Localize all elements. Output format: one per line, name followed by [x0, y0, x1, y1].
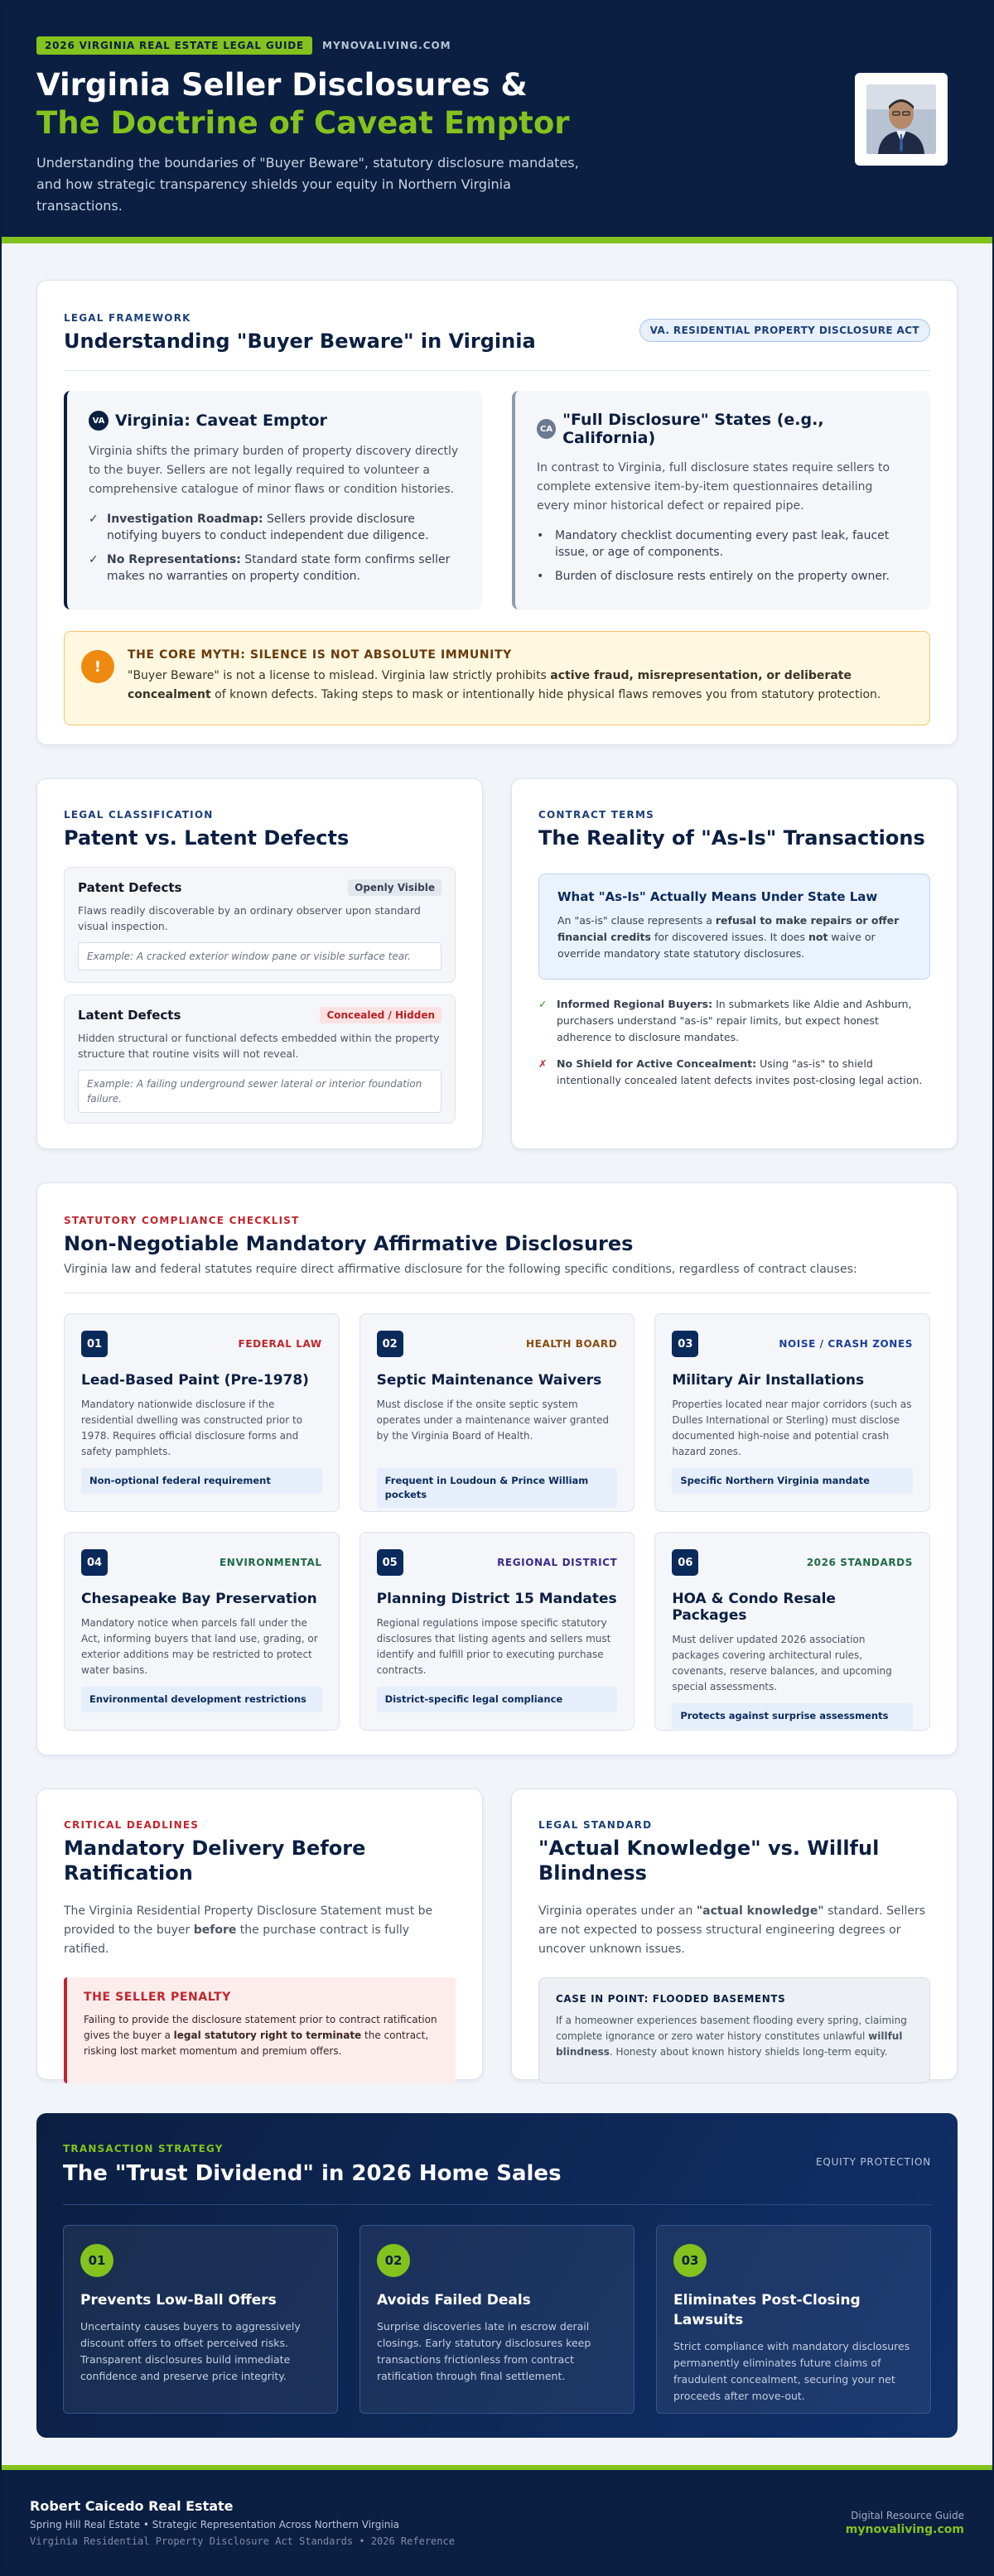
- hero-tags: [36, 36, 958, 55]
- status-badge: Concealed / Hidden: [320, 1007, 442, 1023]
- california-title-text: "Full Disclosure" States (e.g., California): [562, 411, 824, 447]
- card-number-badge: 06: [672, 1549, 698, 1576]
- card-number-badge: 01: [81, 1331, 108, 1357]
- legal-framework-section: [36, 280, 958, 745]
- strategy-card: [656, 2225, 931, 2414]
- card-title: Planning District 15 Mandates: [376, 1591, 617, 1607]
- footer-right: [846, 2510, 964, 2536]
- callout-title: THE CORE MYTH: SILENCE IS NOT ABSOLUTE IMMUNITY: [128, 648, 512, 662]
- knowledge-card: [511, 1789, 958, 2080]
- penalty-body: Failing to provide the disclosure statement prior to contract ratification gives the buyer a legal statutory right to terminate the contract, risking lost market momentum and premium offers.: [84, 2014, 437, 2057]
- card-footer-note: Frequent in Loudoun & Prince William pockets: [377, 1468, 618, 1508]
- act-pill: VA. RESIDENTIAL PROPERTY DISCLOSURE ACT: [639, 319, 930, 342]
- penalty-title: THE SELLER PENALTY: [84, 1991, 231, 2004]
- cross-icon: ✗: [538, 1057, 548, 1070]
- strategy-card: [359, 2225, 635, 2414]
- card-body: Mandatory notice when parcels fall under the Act, informing buyers that land use, grading, or exterior additions may be restricted to protect water basins.: [81, 1617, 318, 1676]
- list-item: ✓ Informed Regional Buyers: In submarkets like Aldie and Ashburn, purchasers understand "as-is" repair limits, but expect honest adherence to disclosure mandates.: [538, 996, 930, 1046]
- card-title: Lead-Based Paint (Pre-1978): [81, 1372, 309, 1389]
- disclosure-card: [64, 1532, 340, 1731]
- section-title: The Reality of "As-Is" Transactions: [538, 826, 925, 850]
- divider: [63, 2204, 931, 2205]
- site-link[interactable]: MYNOVALIVING.COM: [322, 40, 451, 51]
- deadlines-and-knowledge-row: [36, 1789, 958, 2080]
- disclosure-grid: [64, 1313, 930, 1731]
- strategy-section: [36, 2113, 958, 2438]
- card-body: Must disclose if the onsite septic system operates under a maintenance waiver granted by the Virginia Board of Health.: [376, 1399, 609, 1442]
- agent-portrait: [855, 73, 948, 166]
- card-footer-note: Non-optional federal requirement: [81, 1468, 322, 1494]
- comparison-columns: [64, 391, 930, 609]
- card-footer-note: Specific Northern Virginia mandate: [672, 1468, 913, 1494]
- section-eyebrow: TRANSACTION STRATEGY: [63, 2143, 224, 2155]
- card-footer-note: District-specific legal compliance: [377, 1687, 618, 1712]
- item-text: Sellers provide disclosure notifying buyers to conduct independent due diligence.: [107, 513, 429, 542]
- bullet-icon: •: [537, 570, 544, 583]
- card-title: Military Air Installations: [672, 1372, 865, 1389]
- asis-list: [538, 996, 930, 1089]
- card-number-badge: 03: [672, 1331, 698, 1357]
- card-title: Chesapeake Bay Preservation: [81, 1591, 317, 1607]
- section-title: Patent vs. Latent Defects: [64, 826, 350, 850]
- status-badge: Openly Visible: [348, 879, 442, 896]
- section-title: Non-Negotiable Mandatory Affirmative Disclosures: [64, 1232, 634, 1255]
- category-tag: HEALTH BOARD: [526, 1338, 618, 1350]
- card-number-badge: 05: [377, 1549, 403, 1576]
- defect-desc: Hidden structural or functional defects embedded within the property structure that routine visits will not reveal.: [78, 1032, 440, 1060]
- disclosure-card: [359, 1532, 635, 1731]
- virginia-title-text: Virginia: Caveat Emptor: [115, 412, 327, 430]
- category-tag: NOISE / CRASH ZONES: [779, 1338, 913, 1350]
- footer-reference: Virginia Residential Property Disclosure Act Standards • 2026 Reference: [30, 2535, 455, 2547]
- list-item: [537, 568, 909, 585]
- defect-name: Latent Defects: [78, 1008, 181, 1023]
- card-body: Regional regulations impose specific statutory disclosures that listing agents and sellers must identify and fulfill prior to executing purchase contracts.: [376, 1617, 611, 1676]
- page-footer: [2, 2465, 992, 2574]
- main-content: [2, 243, 992, 2438]
- core-myth-callout: [64, 631, 930, 725]
- strategy-title: Eliminates Post-Closing Lawsuits: [673, 2292, 861, 2328]
- strategy-card: [63, 2225, 338, 2414]
- knowledge-body: Virginia operates under an "actual knowledge" standard. Sellers are not expected to possess structural engineering degrees or uncover unknown issues.: [538, 1904, 926, 1956]
- va-badge-icon: VA: [89, 411, 109, 431]
- virginia-body: Virginia shifts the primary burden of property discovery directly to the buyer. Sellers are not legally required to volunteer a comprehensive catalogue of minor flaws or condition histories.: [89, 445, 459, 496]
- section-eyebrow: LEGAL FRAMEWORK: [64, 312, 191, 324]
- deadlines-body: The Virginia Residential Property Disclosure Statement must be provided to the buyer before the purchase contract is fully ratified.: [64, 1904, 433, 1956]
- section-subtitle: Virginia law and federal statutes require direct affirmative disclosure for the following specific conditions, regardless of contract clauses:: [64, 1263, 857, 1276]
- hero-header: [2, 2, 992, 243]
- title-line-1: Virginia Seller Disclosures &: [36, 67, 528, 103]
- category-tag: FEDERAL LAW: [238, 1338, 322, 1350]
- california-body: In contrast to Virginia, full disclosure states require sellers to complete extensive item-by-item questionnaires detailing every minor historical defect or repaired pipe.: [537, 461, 890, 513]
- card-body: Properties located near major corridors (such as Dulles International or Sterling) must disclose documented high-noise and potential crash hazard zones.: [672, 1399, 912, 1457]
- latent-defect-box: [64, 994, 456, 1124]
- disclosure-card: [359, 1313, 635, 1512]
- case-in-point-box: [538, 1977, 930, 2083]
- item-bold: No Representations:: [107, 553, 241, 566]
- footer-subtitle: Spring Hill Real Estate • Strategic Representation Across Northern Virginia: [30, 2519, 400, 2530]
- list-item: [537, 527, 909, 561]
- card-footer-note: Protects against surprise assessments: [672, 1703, 913, 1729]
- portrait-photo: [866, 84, 936, 154]
- california-column: [512, 391, 930, 609]
- defects-and-asis-row: [36, 778, 958, 1149]
- asis-card: [511, 778, 958, 1149]
- disclosure-card: [654, 1532, 930, 1731]
- case-body: If a homeowner experiences basement flooding every spring, claiming complete ignorance or zero water history constitutes unlawful willful blindness. Honesty about known history shields long-term equity.: [556, 2015, 907, 2058]
- section-eyebrow: LEGAL CLASSIFICATION: [64, 809, 214, 821]
- virginia-column: [64, 391, 482, 609]
- list-item: [89, 511, 461, 544]
- item-text: Mandatory checklist documenting every past leak, faucet issue, or age of components.: [555, 529, 890, 559]
- list-item: ✗ No Shield for Active Concealment: Using "as-is" to shield intentionally concealed latent defects invites post-closing legal action.: [538, 1056, 930, 1089]
- footer-brand-name: Robert Caicedo Real Estate: [30, 2498, 234, 2514]
- seller-penalty-box: [64, 1977, 456, 2083]
- asis-box-body: An "as-is" clause represents a refusal to make repairs or offer financial credits for discovered issues. It does not waive or override mandatory state statutory disclosures.: [557, 914, 900, 960]
- california-list: [537, 527, 909, 585]
- check-icon: ✓: [89, 553, 99, 566]
- title-line-2: The Doctrine of Caveat Emptor: [36, 105, 570, 141]
- strategy-body: Uncertainty causes buyers to aggressively discount offers to offset perceived risks. Transparent disclosures build immediate confidence and preserve price integrity.: [80, 2320, 301, 2382]
- strategy-body: Strict compliance with mandatory disclosures permanently eliminates future claims of fraudulent concealment, securing your net proceeds after move-out.: [673, 2340, 910, 2402]
- virginia-title: [89, 411, 461, 431]
- list-item: [89, 551, 461, 585]
- footer-resource-label: Digital Resource Guide: [851, 2510, 964, 2521]
- strategy-cards: [63, 2225, 931, 2414]
- asis-box-title: What "As-Is" Actually Means Under State Law: [557, 889, 878, 904]
- case-title: CASE IN POINT: FLOODED BASEMENTS: [556, 1993, 786, 2005]
- card-body: Mandatory nationwide disclosure if the residential dwelling was constructed prior to 1978. Requires official disclosure forms and safety pamphlets.: [81, 1399, 303, 1457]
- example-box: Example: A failing underground sewer lateral or interior foundation failure.: [78, 1070, 442, 1113]
- asis-definition-box: [538, 874, 930, 980]
- check-icon: ✓: [89, 513, 99, 526]
- disclosure-card: [654, 1313, 930, 1512]
- item-text: Standard state form confirms seller makes no warranties on property condition.: [107, 553, 451, 583]
- card-title: HOA & Condo Resale Packages: [672, 1591, 836, 1624]
- warning-icon: !: [81, 650, 114, 683]
- equity-protection-tag: EQUITY PROTECTION: [815, 2156, 931, 2168]
- mandatory-disclosures-section: [36, 1182, 958, 1755]
- card-body: Must deliver updated 2026 association packages covering architectural rules, covenants, reserve balances, and upcoming special assessments.: [672, 1634, 892, 1692]
- card-number-badge: 04: [81, 1549, 108, 1576]
- check-icon: ✓: [538, 998, 548, 1010]
- defects-card: [36, 778, 483, 1149]
- section-title: "Actual Knowledge" vs. Willful Blindness: [538, 1837, 880, 1885]
- section-eyebrow: STATUTORY COMPLIANCE CHECKLIST: [64, 1215, 300, 1226]
- card-title: Septic Maintenance Waivers: [376, 1372, 602, 1389]
- category-tag: REGIONAL DISTRICT: [497, 1557, 618, 1568]
- strategy-title: Prevents Low-Ball Offers: [80, 2292, 277, 2309]
- callout-body: "Buyer Beware" is not a license to mislead. Virginia law strictly prohibits active fraud, misrepresentation, or deliberate concealment of known defects. Taking steps to mask or intentionally hide physical flaws removes you from statutory protection.: [128, 669, 881, 701]
- strategy-title: Avoids Failed Deals: [377, 2292, 531, 2309]
- page-title: [36, 66, 958, 142]
- step-number-badge: 03: [673, 2244, 707, 2277]
- section-title: Mandatory Delivery Before Ratification: [64, 1837, 366, 1885]
- hero-subtitle: Understanding the boundaries of "Buyer Beware", statutory disclosure mandates, and how strategic transparency shields your equity in Northern Virginia transactions.: [36, 155, 579, 214]
- ca-badge-icon: CA: [537, 419, 556, 439]
- example-box: Example: A cracked exterior window pane or visible surface tear.: [78, 942, 442, 970]
- patent-defect-box: [64, 867, 456, 983]
- strategy-body: Surprise discoveries late in escrow derail closings. Early statutory disclosures keep transactions frictionless from contract ratification through final settlement.: [377, 2320, 591, 2382]
- california-title: [537, 411, 909, 447]
- virginia-list: [89, 511, 461, 585]
- bullet-icon: •: [537, 529, 544, 542]
- section-eyebrow: CONTRACT TERMS: [538, 809, 654, 821]
- section-title: The "Trust Dividend" in 2026 Home Sales: [63, 2161, 562, 2186]
- defect-desc: Flaws readily discoverable by an ordinary observer upon standard visual inspection.: [78, 904, 421, 932]
- category-tag: 2026 STANDARDS: [806, 1557, 913, 1568]
- disclosure-card: [64, 1313, 340, 1512]
- card-number-badge: 02: [377, 1331, 403, 1357]
- footer-site-link[interactable]: mynovaliving.com: [845, 2523, 964, 2536]
- item-bold: Investigation Roadmap:: [107, 513, 263, 526]
- section-eyebrow: LEGAL STANDARD: [538, 1819, 653, 1831]
- section-title: Understanding "Buyer Beware" in Virginia: [64, 330, 536, 353]
- category-tag: ENVIRONMENTAL: [220, 1557, 322, 1568]
- step-number-badge: 01: [80, 2244, 113, 2277]
- divider: [64, 370, 930, 371]
- guide-tag: 2026 VIRGINIA REAL ESTATE LEGAL GUIDE: [36, 36, 312, 55]
- card-footer-note: Environmental development restrictions: [81, 1687, 322, 1712]
- section-eyebrow: CRITICAL DEADLINES: [64, 1819, 200, 1831]
- item-text: Burden of disclosure rests entirely on the property owner.: [555, 570, 890, 583]
- deadlines-card: [36, 1789, 483, 2080]
- defect-name: Patent Defects: [78, 880, 182, 895]
- step-number-badge: 02: [377, 2244, 410, 2277]
